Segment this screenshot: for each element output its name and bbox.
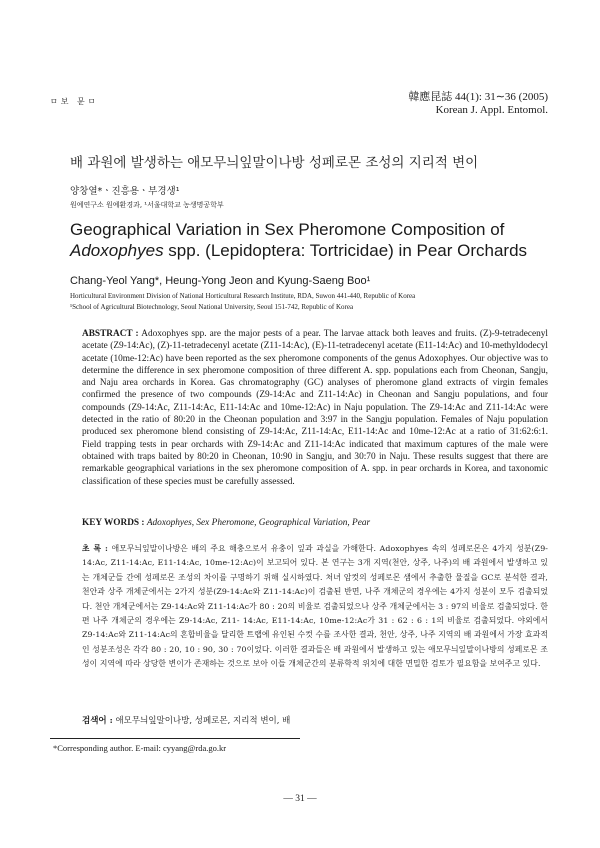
summary-text: 애모무늬잎말이나방은 배의 주요 해충으로서 유충이 잎과 과실을 가해한다. Adoxophyes 속의 성페로몬은 4가지 성분(Z9-14:Ac, Z11-14:Ac, E11-14:Ac, 10me-12:Ac)이 보고되어 있다. 본 연구는 3개 지역(천안, 상주, 나주)의 배 과원에서 발생하고 있는 개체군들 간에 성페로몬 조성의 차이를 구명하기 위해 실시하였다. 처녀 암컷의 성페로몬 샘에서 추출한 물질을 GC로 분석한 결과, 천안과 상주 개체군에서는 2가지 성분(Z9-14:Ac와 Z11-14:Ac)이 검출된 반면, 나주 개체군의 경우에는 4가지 성분이 모두 검출되었다. 천안 개체군에서는 Z9-14:Ac와 Z11-14:Ac가 80 : 20의 비율로 검출되었으나 상주 개체군에서는 3 : 97의 비율로 검출되었다. 한편 나주 개체군의 경우에는 Z9-14:Ac, Z11- 14:Ac, E11-14:Ac, 10me-12:Ac가 31 : 62 : 6 : 1의 비율로 검출되었다. 야외에서 Z9-14:Ac와 Z11-14:Ac의 혼합비율을 달리한 트랩에 유인된 수컷 수를 조사한 결과, 천안, 상주, 나주 지역의 배 과원에서 가장 효과적인 성분조성은 각각 80 : 20, 10 : 90, 30 : 70이었다. 이러한 결과들은 배 과원에서 발생하고 있는 애모무늬잎말이나방의 성페로몬 조성이 지역에 따라 상당한 변이가 존재하는 것으로 보아 이들 개체군간의 분류학적 위치에 대한 면밀한 검토가 필요함을 보여주고 있다.: [82, 544, 548, 669]
abstract: [82, 328, 548, 488]
keywords-text: Adoxophyes, Sex Pheromone, Geographical Variation, Pear: [146, 518, 371, 528]
english-title: [70, 219, 540, 261]
abstract-label: ABSTRACT :: [82, 329, 139, 339]
footnote-divider: [50, 738, 300, 739]
english-title-part2: spp. (Lepidoptera: Tortricidae) in Pear Orchards: [163, 241, 528, 260]
english-affiliations: [70, 291, 550, 313]
korean-summary: [82, 542, 548, 672]
korean-authors: 양창열*ㆍ진흥용ㆍ부경생¹: [70, 186, 180, 197]
korean-title: 배 과원에 발생하는 애모무늬잎말이나방 성페로몬 조성의 지리적 변이: [70, 155, 479, 171]
english-authors: Chang-Yeol Yang*, Heung-Yong Jeon and Kyung-Saeng Boo¹: [70, 275, 371, 287]
page-number: — 31 —: [283, 794, 317, 804]
english-title-part1: Geographical Variation in Sex Pheromone Composition of: [70, 220, 505, 239]
korean-affiliations: 원예연구소 원예환경과, ¹서울대학교 농생명공학부: [70, 201, 224, 209]
english-title-genus: Adoxophyes: [70, 241, 164, 260]
korean-keywords-label: 검색어 :: [82, 716, 113, 726]
keywords-label: KEY WORDS :: [82, 518, 145, 528]
abstract-text: Adoxophyes spp. are the major pests of a pear. The larvae attack both leaves and fruits. (Z)-9-tetradecenyl acetate (Z9-14:Ac), (Z)-11-tetradecenyl acetate (Z11-14:Ac), (E)-11-tetradecenyl acetate (E11-14:Ac) and 10-methyldodecyl acetate (10me-12:Ac) have been reported as the sex pheromone components of the genus Adoxophyes. Our objective was to determine the difference in sex pheromone composition of three different A. spp. populations each from Cheonan, Sangju, and Naju area orchards in Korea. Gas chromatography (GC) analyses of pheromone gland extracts of virgin females confirmed the presence of two compounds (Z9-14:Ac and Z11-14:Ac) in Cheonan and Sangju populations, and four compounds (Z9-14:Ac, Z11-14:Ac, E11-14:Ac and 10me-12:Ac) in Naju population. The Z9-14:Ac and Z11-14:Ac were detected in the ratio of 80:20 in the Cheonan population and 3:97 in the Sangju population. Females of Naju population produced sex pheromone blend consisting of Z9-14:Ac, Z11-14:Ac, E11-14:Ac and 10me-12:Ac at a ratio of 31:62:6:1. Field trapping tests in pear orchards with Z9-14:Ac and Z11-14:Ac indicated that maximum captures of the male were obtained with traps baited by 80:20 in Cheonan, 10:90 in Sangju, and 30:70 in Naju. These results suggest that there are remarkable geographical variations in the sex pheromone composition of A. spp. in pear orchards in Korea, and taxonomic classification of these species must be carefully assessed.: [82, 329, 548, 487]
summary-label: 초 록 :: [82, 544, 108, 553]
keywords: [82, 517, 548, 529]
journal-citation-line2: Korean J. Appl. Entomol.: [435, 104, 548, 116]
korean-keywords: [82, 714, 548, 726]
article-type-tag: ㅁ보 문ㅁ: [50, 97, 99, 106]
journal-citation: [408, 91, 548, 117]
affiliation-2: ¹School of Agricultural Biotechnology, Seoul National University, Seoul 151-742, Republic of Korea: [70, 303, 354, 311]
journal-citation-line1: 韓應昆誌 44(1): 31∼36 (2005): [408, 91, 548, 103]
affiliation-1: Horticultural Environment Division of National Horticultural Research Institute, RDA, Suwon 441-440, Republic of Korea: [70, 292, 416, 300]
corresponding-author-footnote: *Corresponding author. E-mail: cyyang@rda.go.kr: [53, 743, 227, 753]
korean-keywords-text: 애모무늬잎말이나방, 성페로몬, 지리적 변이, 배: [115, 716, 291, 726]
